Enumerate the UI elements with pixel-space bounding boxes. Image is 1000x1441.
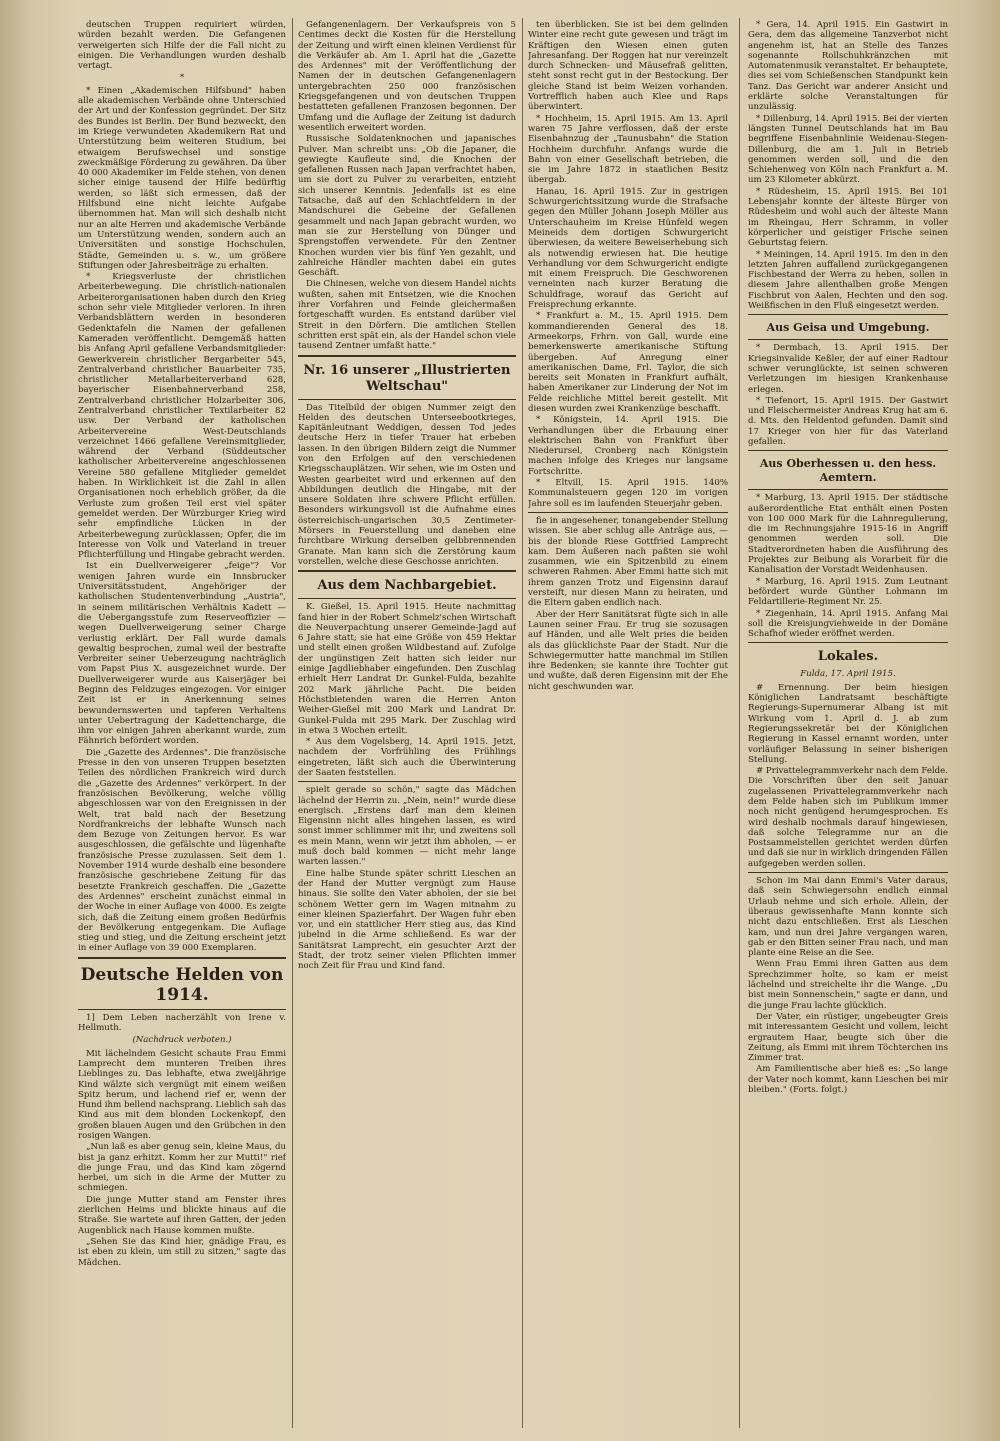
divider [748, 314, 948, 315]
column-3 [528, 20, 728, 1425]
serial-text: Wenn Frau Emmi ihren Gatten aus dem Sprechzimmer holte, so kam er meist lächelnd und streichelte ihr die Wange. „Du bist mein Sonnenschein," sagte er dann, und die junge Frau lachte glücklich. [748, 959, 948, 1011]
column-rule [292, 18, 293, 1428]
article-marburg-2: * Marburg, 16. April 1915. Zum Leutnant befördert wurde Günther Lohmann im Feldartillerie-Regiment Nr. 25. [748, 576, 948, 608]
serial-text: Aber der Herr Sanitätsrat fügte sich in alle Launen seiner Frau. Er trug sie sozusagen auf Händen, und alle Welt pries die beiden als das glücklichste Paar der Stadt. Nur die Schwiegermutter hatte manchmal im Stillen ihre Bedenken; sie kannte ihre Tochter gut und wußte, daß deren Eigensinn mit der Ehe nicht geschwunden war. [528, 609, 728, 692]
article-vogelsberg: * Aus dem Vogelsberg, 14. April 1915. Jetzt, nachdem der Vorfrühling des Frühlings eingetreten, läßt sich auch die Überwinterung der Saaten feststellen. [298, 737, 516, 778]
article-ruedesheim: * Rüdesheim, 15. April 1915. Bei 101 Lebensjahr konnte der älteste Bürger von Rüdesheim und wohl auch der älteste Mann im Rheingau, Herr Schramm, in voller körperlicher und geistiger Frische seinen Geburtstag feiern. [748, 186, 948, 249]
heading-oberhessen: Aus Oberhessen u. den hess. Aemtern. [759, 457, 937, 485]
serial-text: spielt gerade so schön," sagte das Mädchen lächelnd der Herrin zu. „Nein, nein!" wurde diese energisch. „Erstens darf man dem kleinen Eigensinn nicht alles hingehen lassen, es wird sonst immer schlimmer mit ihr, und zweitens soll es mein Mann, wenn wir jetzt ihm abholen, — er muß doch bald kommen — nicht mehr lange warten lassen." [298, 785, 516, 868]
article-hochheim: * Hochheim, 15. April 1915. Am 13. April waren 75 Jahre verflossen, daß der erste Eisenbahnzug der „Taunusbahn" die Station Hochheim durchfuhr. Anfangs wurde die Bahn von einer Gesellschaft betrieben, die sie im Jahre 1872 in staatlichen Besitz übergab. [528, 113, 728, 186]
divider [528, 512, 728, 513]
serial-byline: 1] Dem Leben nacherzählt von Irene v. Hellmuth. [78, 1012, 286, 1034]
column-rule [522, 18, 523, 1428]
article-text: Die Chinesen, welche von diesem Handel nichts wußten, sahen mit Entsetzen, wie die Knochen ihrer Vorfahren und Feinde gleichermaßen fortgeschafft wurden. Es entstand darüber viel Streit in den Dörfern. Die amtlichen Stellen schritten erst spät ein, als der Handel schon viele tausend Zentner umfaßt hatte." [298, 279, 516, 352]
article-text: ten überblicken. Sie ist bei dem gelinden Winter eine recht gute gewesen und trägt im Kräftigen den Wiesen einen guten Jahresanfang. Der Roggen hat nur vereinzelt durch Schnecken- und Mäusefraß gelitten, steht sonst recht gut in der Bestockung. Der gleiche Stand ist beim Weizen vorhanden. Vortrefflich haben auch Klee und Raps überwintert. [528, 20, 728, 113]
divider [78, 1009, 286, 1010]
serial-text: „Sehen Sie das Kind hier, gnädige Frau, es ist eben zu klein, um still zu sitzen," sagte das Mädchen. [78, 1236, 286, 1268]
article-kriegsverluste: * Kriegsverluste der christlichen Arbeiterbewegung. Die christlich-nationalen Arbeiterorganisationen haben durch den Krieg schon sehr viele Mitglieder verloren. In ihren Verbandsblättern werden in besonderen Gedenktafeln die Namen der gefallenen Kameraden veröffentlicht. Demgemäß hatten bis Anfang April gefallene Verbandsmitglieder: Gewerkverein christlicher Bergarbeiter 545, Zentralverband christlicher Bauarbeiter 735, christlicher Metallarbeiterverband 628, bayerischer Eisenbahnerverband 258, Zentralverband christlicher Holzarbeiter 306, Zentralverband christlicher Textilarbeiter 82 usw. Der Verband der katholischen Arbeitervereine West-Deutschlands verzeichnet 1466 gefallene Vereinsmitglieder, während der Verband (Süddeutscher katholischer Arbeitervereine angeschlossenen Vereine 580 gefallene Mitglieder gemeldet haben. In Wirklichkeit ist die Zahl in allen Organisationen noch erheblich größer, da die Verluste zum großen Teil erst viel später gemeldet werden. Der Würzburger Krieg wird sehr empfindliche Lücken in der Arbeiterbewegung zurücklassen; Opfer, die im Interesse von Volk und Vaterland in treuer Pflichterfüllung und Hingabe gebracht werden. [78, 272, 286, 561]
article-gazette-des-ardennes: Die „Gazette des Ardennes". Die französische Presse in den von unseren Truppen besetzten Teilen des nördlichen Frankreich wird durch die „Gazette des Ardennes" verkörpert. In der französischen Bevölkerung, welche völlig abgeschlossen war von den Ereignissen in der Welt, trat bald nach der Besetzung Nordfrankreichs der lebhafte Wunsch nach dem Bezuge von Zeitungen hervor. Es war ausgeschlossen, die gefälschte und lügenhafte französische Presse zuzulassen. Seit dem 1. November 1914 wurde deshalb eine besondere französische geschriebene Zeitung für das besetzte Frankreich geschaffen. Die „Gazette des Ardennes" erscheint zunächst einmal in der Woche in einer Auflage von 4000. Es zeigte sich, daß die Zeitung einem großen Bedürfnis der Bevölkerung entgegenkam. Die Auflage stieg und stieg, und die Zeitung erscheint jetzt in einer Auflage von 39 000 Exemplaren. [78, 747, 286, 954]
divider [298, 355, 516, 357]
article-giessel: K. Gießel, 15. April 1915. Heute nachmittag fand hier in der Robert Schmelz'schen Wirtschaft die Neuverpachtung unserer Gemeinde-Jagd auf 6 Jahre statt; sie hat eine Größe von 459 Hektar und stellt einen großen Wildbestand auf. Zufolge der ungünstigen Zeit hatten sich leider nur einige Jagdliebhaber eingefunden. Den Zuschlag erhielt Herr Landrat Dr. Gunkel-Fulda, bezahlte 202 Mark jährliche Pacht. Die beiden Höchstbietenden waren die Herren Anton Weiher-Gießel mit 200 Mark und Landrat Dr. Gunkel-Fulda mit 295 Mark. Der Zuschlag wird in etwa 3 Wochen erteilt. [298, 602, 516, 736]
serial-text: Mit lächelndem Gesicht schaute Frau Emmi Lamprecht dem munteren Treiben ihres Lieblinges zu. Das lebhafte, etwa zweijährige Kind wälzte sich vergnügt mit einem weißen Spitz herum, und lachend rief er, wenn der Hund ihm bellend nachsprang. Lieblich sah das Kind aus mit dem blonden Lockenkopf, den großen blauen Augen und den Grübchen in den rosigen Wangen. [78, 1048, 286, 1141]
divider [298, 598, 516, 599]
heading-illustrierte-weltschau: Nr. 16 unserer „Illustrierten Weltschau" [303, 362, 511, 394]
serial-title: Deutsche Helden von 1914. [80, 964, 284, 1005]
separator-star: * [179, 73, 185, 84]
article-marburg: * Marburg, 13. April 1915. Der städtische außerordentliche Etat enthält einen Posten von 100 000 Mark für die Lahnregulierung, die im Rechnungsjahre 1915-16 in Angriff genommen werden soll. Die Stadtverordneten haben die Ausführung des Projektes zur Beibung als Vorarbeit für die Kanalisation der Vorstadt Weidenhausen. [748, 493, 948, 576]
divider [298, 781, 516, 782]
article-frankfurt: * Frankfurt a. M., 15. April 1915. Dem kommandierenden General des 18. Armeekorps, Frhrn. von Gall, wurde eine bemerkenswerte amerikanische Stiftung übergeben. Auf Anregung einer amerikanischen Dame, Frl. Taylor, die sich bereits seit Monaten in Frankfurt aufhält, haben Amerikaner zur Linderung der Not im Felde reichliche Mittel bereit gestellt. Mit diesen wurden zwei Krankenzüge beschafft. [528, 311, 728, 414]
article-duellverweigerer: Ist ein Duellverweigerer „feige"? Vor wenigen Jahren wurde ein Innsbrucker Universitätsstudent, Angehöriger der katholischen Studentenverbindung „Austria", in seinem militärischen Verhältnis Kadett — die Uebergangsstufe zum Reserveoffizier — wegen Duellverweigerung seiner Charge verlustig erklärt. Der Fall wurde damals gewaltig besprochen, zumal weil der bestrafte Verbreiter seiner Ueberzeugung nachträglich vom Papst Pius X. ausgezeichnet wurde. Der Duellverweigerer wurde aus Kaiserjäger bei Beginn des Feldzuges eingezogen. Vor einiger Zeit ist er in Anerkennung seines bewundernswerten und tapferen Verhaltens unter Uebertragung der Kadettencharge, die ihm vor einigen Jahren aberkannt wurde, zum Fähnrich befördert worden. [78, 561, 286, 747]
page-gutter-right [960, 0, 1000, 1441]
article-koenigstein: * Königstein, 14. April 1915. Die Verhandlungen über die Erbauung einer elektrischen Bahn von Frankfurt über Niederursel, Cronberg nach Königstein machen infolge des Krieges nur langsame Fortschritte. [528, 415, 728, 477]
article-text: deutschen Truppen requiriert würden, würden bezahlt werden. Die Gefangenen verweigerten sich Hilfe der die Fall nicht zu einigen. Die Verhandlungen wurden deshalb vertagt. [78, 20, 286, 72]
serial-text: fie in angesehener, tonangebender Stellung wissen. Sie aber schlug alle Anträge aus, — bis der blonde Riese Gottfried Lamprecht kam. Dem Äußeren nach paßten sie wohl zusammen, wie ein Spitzenbild zu einem schweren Rahmen. Aber Emmi hatte sich mit ihrem ganzen Trotz und Eigensinn darauf versteift, nur diesen Mann zu heiraten, und die Eltern gaben endlich nach. [528, 515, 728, 609]
serial-text: Schon im Mai dann Emmi's Vater daraus, daß sein Schwiegersohn endlich einmal Urlaub nehme und sich erhole. Allein, der überaus gewissenhafte Mann konnte sich nicht dazu entschließen. Erst als Lieschen kam, und nun drei Jahre vergangen waren, gab er den Bitten seiner Frau nach, und man plante eine Reise an die See. [748, 876, 948, 959]
serial-text: Am Familientische aber hieß es: „So lange der Vater noch kommt, kann Lieschen bei mir bleiben." (Forts. folgt.) [748, 1064, 948, 1096]
divider [748, 642, 948, 643]
heading-lokales: Lokales. [817, 649, 879, 665]
dateline-fulda: Fulda, 17. April 1915. [800, 669, 896, 680]
serial-text: „Nun laß es aber genug sein, kleine Maus, du bist ja ganz erhitzt. Komm her zur Mutti!" rief die junge Frau, und das Kind kam zögernd herbei, um sich in die Arme der Mutter zu schmiegen. [78, 1142, 286, 1194]
article-akademischer-hilfsbund: * Einen „Akademischen Hilfsbund" haben alle akademischen Verbände ohne Unterschied der Art und der Konfession gegründet. Der Sitz des Bundes ist Berlin. Der Bund bezweckt, den im Kriege verwundeten Akademikern Rat und Unterstützung beim weiteren Studium, bei etwaigem Berufswechsel und sonstige zweckmäßige Förderung zu gewähren. Da über 40 000 Akademiker im Felde stehen, von denen sicher einige tausend der Hilfe bedürftig werden, so läßt sich ermessen, daß der Hilfsbund eine nicht leichte Aufgabe übernommen hat. Man will sich deshalb nicht nur an alte Herren und akademische Verbände um Unterstützung wenden, sondern auch an Universitäten und sonstige Hochschulen, Städte, Gemeinden u. s. w., um größere Stiftungen oder Jahresbeiträge zu erhalten. [78, 85, 286, 271]
article-eltvill: * Eltvill, 15. April 1915. 140% Kommunalsteuern gegen 120 im vorigen Jahre soll es im laufenden Steuerjahr geben. [528, 478, 728, 509]
article-meiningen: * Meiningen, 14. April 1915. Im den in den letzten Jahren auffallend zurückgegangenen Fischbestand der Werra zu heben, sollen in diesem Jahre allenthalben große Mengen Fischbrut von Aalen, Hechten und den sog. Weißfischen in den Fluß eingesetzt werden. [748, 249, 948, 312]
article-soldatenknochen: Russische Soldatenknochen und japanisches Pulver. Man schreibt uns: „Ob die Japaner, die gewiegte Kaufleute sind, die Knochen der gefallenen Russen nach Japan verfrachtet haben, um sie dort zu Pulver zu verarbeiten, entzieht sich unserer Kenntnis. Jedenfalls ist es eine Tatsache, daß auf den Schlachtfeldern in der Mandschurei die Gebeine der Gefallenen gesammelt und nach Japan gebracht wurden, wo man sie zur Herstellung von Dünger und Sprengstoffen verwendete. Für den Zentner Knochen wurden vier bis fünf Yen gezahlt, und zahlreiche Händler machten dabei ein gutes Geschäft. [298, 134, 516, 279]
column-rule [739, 18, 740, 1428]
serial-text: Der Vater, ein rüstiger, ungebeugter Greis mit interessantem Gesicht und vollem, leicht ergrautem Haar, beugte sich über die Zeitung, als Emmi mit ihrem Töchterchen ins Zimmer trat. [748, 1011, 948, 1064]
article-hanau: Hanau, 16. April 1915. Zur in gestrigen Schwurgerichtssitzung wurde die Strafsache gegen den Müller Johann Joseph Möller aus Unterschauheim im Kreise Hünfeld wegen Meineids dem dortigen Schwurgericht überwiesen, da weitere Beweiserhebung sich als notwendig erwiesen hat. Die heutige Verhandlung vor dem Schwurgericht endigte mit einem Freispruch. Die Geschworenen verneinten nach kurzer Beratung die Schuldfrage, worauf das Gericht auf Freisprechung erkannte. [528, 186, 728, 311]
article-dermbach: * Dermbach, 13. April 1915. Der Kriegsinvalide Keßler, der auf einer Radtour schwer verunglückte, ist seinen schweren Verletzungen im hiesigen Krankenhause erlegen. [748, 343, 948, 395]
article-weltschau: Das Titelbild der obigen Nummer zeigt den Helden des deutschen Unterseebootkrieges, Kapitänleutnant Weddigen, dessen Tod jedes deutsche Herz in tiefer Trauer hat erbeben lassen. In den übrigen Bildern zeigt die Nummer von den Erfolgen auf den verschiedenen Kriegsschauplätzen. Wir sehen, wie im Osten und Westen gearbeitet wird und erkennen auf den Abbildungen deutlich die Hingabe, mit der unsere Soldaten ihre schwere Pflicht erfüllen. Besonders wirkungsvoll ist die Aufnahme eines österreichisch-ungarischen 30,5 Zentimeter-Mörsers in Feuerstellung und daneben eine furchtbare Wirkung derselben gelbbrennenden Granate. Man kann sich die Zerstörung kaum vorstellen, welche diese Geschosse anrichten. [298, 402, 516, 567]
divider [748, 450, 948, 451]
heading-nachbargebiet: Aus dem Nachbargebiet. [317, 578, 497, 594]
article-privattelegramm: # Privattelegrammverkehr nach dem Felde. Die Vorschriften über den seit Januar zugelassenen Privattelegrammverkehr nach dem Felde haben sich im Publikum immer noch nicht genügend herumgesprochen. Es wird deshalb nochmals darauf hingewiesen, daß solche Telegramme nur an die Postsammelstellen gerichtet werden dürfen und daß sie nur in wirklich dringenden Fällen aufgegeben werden sollen. [748, 766, 948, 869]
divider [298, 570, 516, 572]
article-gera: * Gera, 14. April 1915. Ein Gastwirt in Gera, dem das allgemeine Tanzverbot nicht angenehm ist, hat an Stelle des Tanzes sogenannte Rollschuhkränzchen mit Automatenmusik veranstaltet. Er behauptete, dies sei vom Schießenschen Standpunkt kein Tanz. Das Gericht war anderer Ansicht und erklärte solche Veranstaltungen für unzulässig. [748, 20, 948, 113]
article-tiefenort: * Tiefenort, 15. April 1915. Der Gastwirt und Fleischermeister Andreas Krug hat am 6. d. Mts. den Heldentod gefunden. Damit sind 17 Krieger von hier für das Vaterland gefallen. [748, 395, 948, 447]
page-gutter-left [0, 0, 30, 1441]
serial-note: (Nachdruck verboten.) [132, 1035, 232, 1046]
heading-geisa: Aus Geisa und Umgebung. [766, 321, 930, 335]
article-dillenburg: * Dillenburg, 14. April 1915. Bei der vierten längsten Tunnel Deutschlands hat im Bau begriffene Eisenbahnlinie Weidenau-Siegen-Dillenburg, die am 1. Juli in Betrieb genommen werden soll, und die den Schiehenweg von Köln nach Frankfurt a. M. um 23 Kilometer abkürzt. [748, 113, 948, 186]
column-1 [78, 20, 286, 1425]
article-text: Gefangenenlagern. Der Verkaufspreis von 5 Centimes deckt die Kosten für die Herstellung der Zeitung und wirft einen kleinen Verdienst für die Verkäufer ab. Am 1. April hat die „Gazette des Ardennes" mit der Veröffentlichung der Namen der in deutschen Gefangenenlagern untergebrachten 250 000 französischen Kriegsgefangenen und von deutschen Truppen bestatteten gefallenen Franzosen begonnen. Der Umfang und die Auflage der Zeitung ist dadurch wesentlich erweitert worden. [298, 20, 516, 133]
divider [748, 489, 948, 490]
divider [748, 872, 948, 873]
article-ernennung: # Ernennung. Der beim hiesigen Königlichen Landratsamt beschäftigte Regierungs-Supernumerar Albang ist mit Wirkung vom 1. April d. J. ab zum Regierungssekretär bei der Königlichen Regierung in Kassel ernannt worden, unter vorläufiger Belassung in seiner bisherigen Stellung. [748, 682, 948, 765]
column-2 [298, 20, 516, 1425]
divider [78, 957, 286, 959]
divider [298, 399, 516, 400]
column-4 [748, 20, 948, 1425]
article-ziegenhain: * Ziegenhain, 14. April 1915. Anfang Mai soll die Kreisjungviehweide in der Domäne Schafhof wieder eröffnet werden. [748, 608, 948, 640]
divider [748, 339, 948, 340]
serial-text: Eine halbe Stunde später schritt Lieschen an der Hand der Mutter vergnügt zum Hause hinaus. Sie sollte den Vater abholen, der sie bei schönem Wetter gern im Wagen mitnahm zu einer kleinen Spazierfahrt. Der Wagen fuhr eben vor, und ein stattlicher Herr stieg aus, das Kind jubelnd in die Arme schließend. Es war der Sanitätsrat Lamprecht, ein gesuchter Arzt der Stadt, der trotz seiner vielen Pflichten immer noch Zeit für Frau und Kind fand. [298, 868, 516, 972]
serial-text: Die junge Mutter stand am Fenster ihres zierlichen Heims und blickte hinaus auf die Straße. Sie wartete auf ihren Gatten, der jeden Augenblick nach Hause kommen mußte. [78, 1194, 286, 1236]
